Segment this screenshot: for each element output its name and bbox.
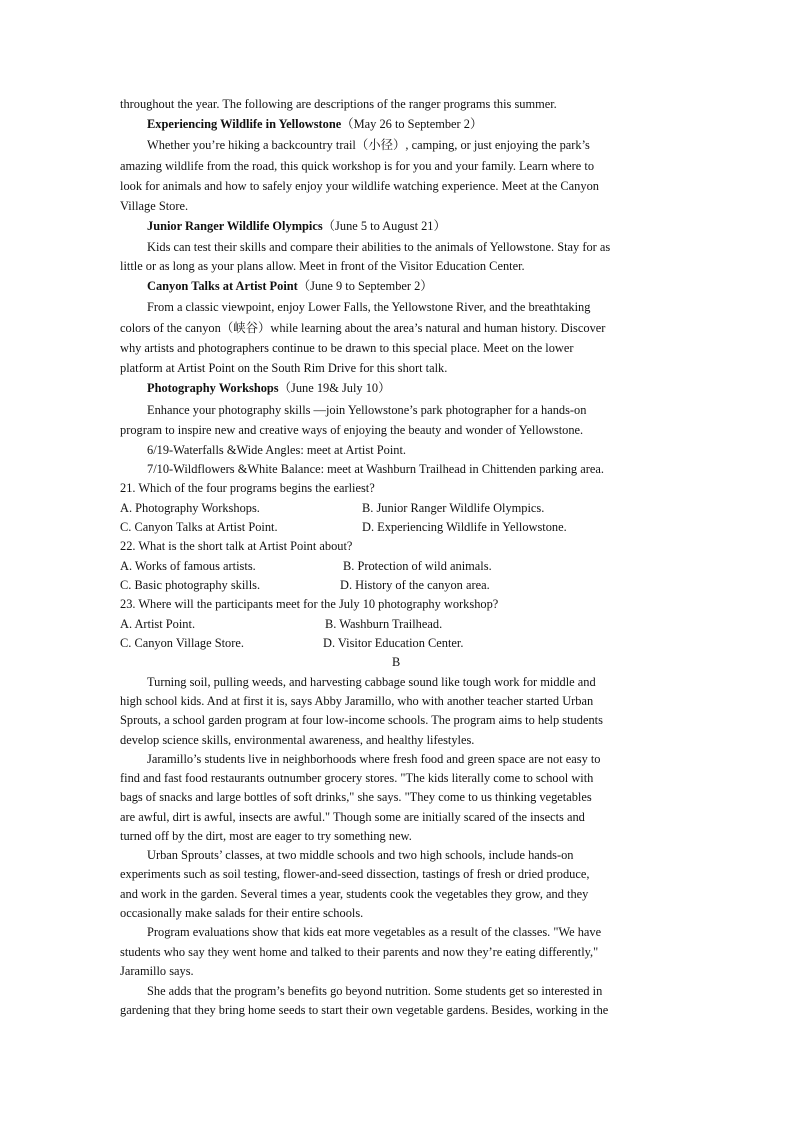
paragraph-line: are awful, dirt is awful, insects are awful." Though some are initially scared of the insects and <box>120 810 585 824</box>
answer-option: A. Artist Point. <box>120 617 196 631</box>
answer-option: C. Basic photography skills. <box>120 578 261 592</box>
paragraph-line: She adds that the program’s benefits go beyond nutrition. Some students get so interested in <box>147 984 603 998</box>
paragraph-line: Turning soil, pulling weeds, and harvesting cabbage sound like tough work for middle and <box>147 675 596 689</box>
paragraph-line: why artists and photographers continue to be drawn to this special place. Meet on the lower <box>120 341 574 355</box>
paragraph-line: Jaramillo says. <box>120 964 194 978</box>
intro-line: throughout the year. The following are descriptions of the ranger programs this summer. <box>120 97 557 111</box>
paragraph-line: Village Store. <box>120 199 189 213</box>
answer-option: C. Canyon Village Store. <box>120 636 244 650</box>
paragraph-line: Urban Sprouts’ classes, at two middle schools and two high schools, include hands-on <box>147 848 574 862</box>
paragraph-line: students who say they went home and talked to their parents and now they’re eating differently," <box>120 945 599 959</box>
paragraph-line: platform at Artist Point on the South Rim Drive for this short talk. <box>120 361 448 375</box>
paragraph-line: Sprouts, a school garden program at four low-income schools. The program aims to help students <box>120 713 603 727</box>
program-dates: （June 5 to August 21） <box>322 219 446 233</box>
paragraph-line: Kids can test their skills and compare their abilities to the animals of Yellowstone. Stay for as <box>147 240 611 254</box>
paragraph-line: 6/19-Waterfalls &Wide Angles: meet at Artist Point. <box>147 443 407 457</box>
question-stem: 23. Where will the participants meet for the July 10 photography workshop? <box>120 597 499 611</box>
answer-option: B. Junior Ranger Wildlife Olympics. <box>362 501 545 515</box>
program-heading <box>147 277 433 297</box>
paragraph-line: little or as long as your plans allow. Meet in front of the Visitor Education Center. <box>120 259 525 273</box>
paragraph-line: colors of the canyon（峡谷）while learning about the area’s natural and human history. Discover <box>120 321 606 335</box>
paragraph-line: high school kids. And at first it is, says Abby Jaramillo, who with another teacher started Urban <box>120 694 594 708</box>
program-heading <box>147 379 391 399</box>
program-title: Canyon Talks at Artist Point <box>147 279 298 293</box>
program-title: Experiencing Wildlife in Yellowstone <box>147 117 342 131</box>
paragraph-line: Whether you’re hiking a backcountry trail（小径）, camping, or just enjoying the park’s <box>147 138 590 152</box>
paragraph-line: bags of snacks and large bottles of soft drinks," she says. "They come to us thinking vegetables <box>120 790 592 804</box>
answer-option: D. Visitor Education Center. <box>323 636 464 650</box>
paragraph-line: look for animals and how to safely enjoy your wildlife watching experience. Meet at the Canyon <box>120 179 599 193</box>
answer-option: D. History of the canyon area. <box>340 578 490 592</box>
answer-option: B. Protection of wild animals. <box>343 559 492 573</box>
paragraph-line: program to inspire new and creative ways of enjoying the beauty and wonder of Yellowstone. <box>120 423 584 437</box>
section-heading: B <box>392 655 401 669</box>
paragraph-line: develop science skills, environmental awareness, and healthy lifestyles. <box>120 733 475 747</box>
paragraph-line: find and fast food restaurants outnumber grocery stores. "The kids literally come to school with <box>120 771 594 785</box>
paragraph-line: Jaramillo’s students live in neighborhoods where fresh food and green space are not easy to <box>147 752 601 766</box>
program-title: Photography Workshops <box>147 381 279 395</box>
answer-option: A. Works of famous artists. <box>120 559 256 573</box>
program-dates: （June 9 to September 2） <box>297 279 433 293</box>
paragraph-line: gardening that they bring home seeds to start their own vegetable gardens. Besides, working in the <box>120 1003 609 1017</box>
answer-option: D. Experiencing Wildlife in Yellowstone. <box>362 520 567 534</box>
question-stem: 21. Which of the four programs begins the earliest? <box>120 481 375 495</box>
program-dates: （June 19& July 10） <box>278 381 391 395</box>
paragraph-line: From a classic viewpoint, enjoy Lower Falls, the Yellowstone River, and the breathtaking <box>147 300 591 314</box>
paragraph-line: turned off by the dirt, most are eager to try something new. <box>120 829 412 843</box>
answer-option: A. Photography Workshops. <box>120 501 260 515</box>
program-dates: （May 26 to September 2） <box>341 117 483 131</box>
paragraph-line: Enhance your photography skills —join Yellowstone’s park photographer for a hands-on <box>147 403 587 417</box>
paragraph-line: and work in the garden. Several times a year, students cook the vegetables they grow, and they <box>120 887 589 901</box>
answer-option: B. Washburn Trailhead. <box>325 617 443 631</box>
program-heading <box>147 115 482 135</box>
paragraph-line: amazing wildlife from the road, this quick workshop is for you and your family. Learn where to <box>120 159 595 173</box>
paragraph-line: 7/10-Wildflowers &White Balance: meet at Washburn Trailhead in Chittenden parking area. <box>147 462 604 476</box>
program-heading <box>147 217 446 237</box>
answer-option: C. Canyon Talks at Artist Point. <box>120 520 278 534</box>
paragraph-line: Program evaluations show that kids eat more vegetables as a result of the classes. "We have <box>147 925 602 939</box>
paragraph-line: experiments such as soil testing, flower-and-seed dissection, tastings of fresh or dried produce, <box>120 867 590 881</box>
question-stem: 22. What is the short talk at Artist Point about? <box>120 539 353 553</box>
paragraph-line: occasionally make salads for their entire schools. <box>120 906 364 920</box>
program-title: Junior Ranger Wildlife Olympics <box>147 219 323 233</box>
